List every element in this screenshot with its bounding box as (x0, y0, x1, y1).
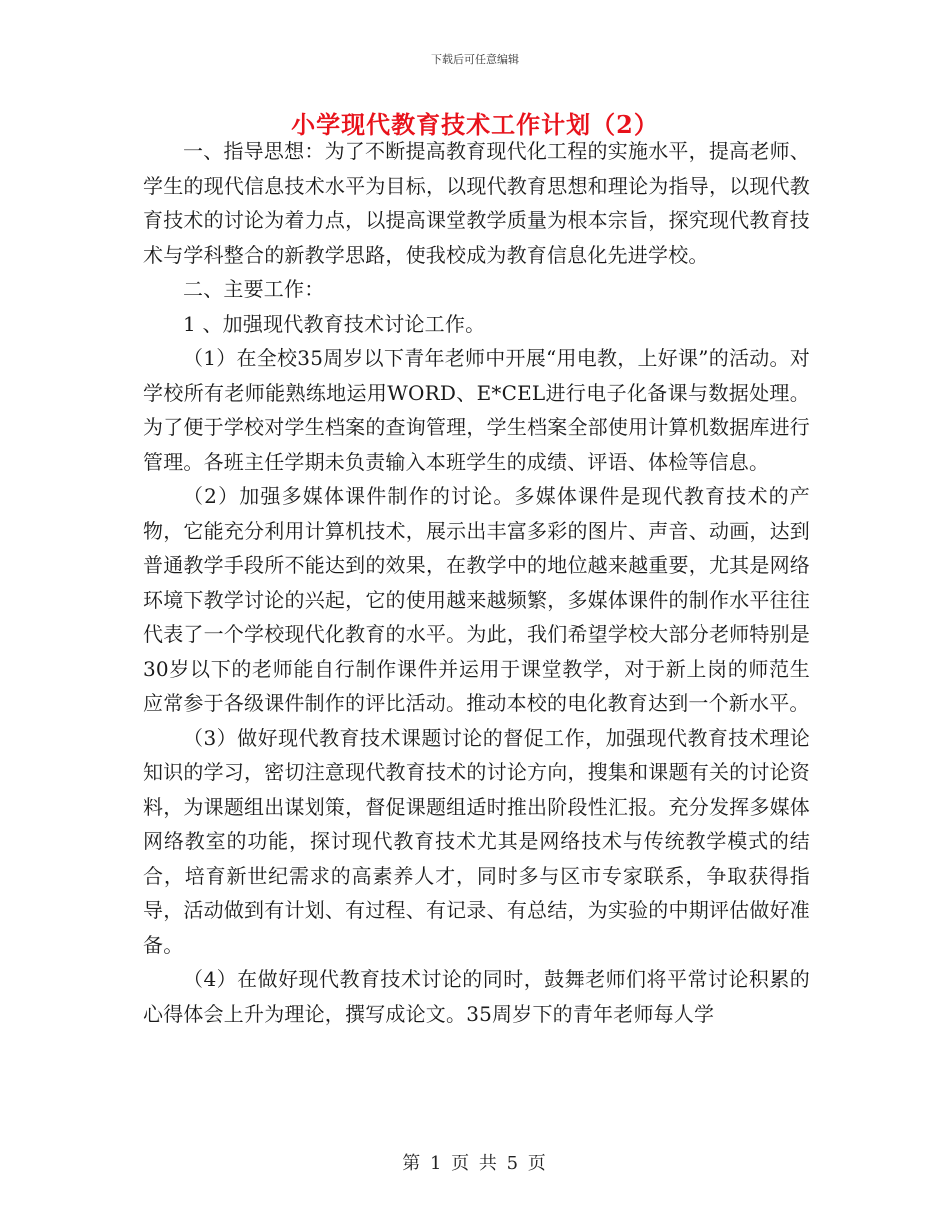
paragraph-main-work-heading: 二、主要工作： (183, 277, 325, 301)
page-number: 第 1 页 共 5 页 (402, 1153, 548, 1174)
page-header-note: 下载后可任意编辑 (431, 53, 519, 66)
document-body (143, 134, 810, 1031)
paragraph-item-1-3: （3）做好现代教育技术课题讨论的督促工作，加强现代教育技术理论知识的学习，密切注意现代教育技术的讨论方向，搜集和课题有关的讨论资料，为课题组出谋划策，督促课题组适时推出阶段性汇报。充分发挥多媒体网络教室的功能，探讨现代教育技术尤其是网络技术与传统教学模式的结合，培育新世纪需求的高素养人才，同时多与区市专家联系，争取获得指导，活动做到有计划、有过程、有记录、有总结，为实验的中期评估做好准备。 (143, 725, 810, 957)
paragraph-item-1-1: （1）在全校35周岁以下青年老师中开展“用电教，上好课”的活动。对学校所有老师能熟练地运用WORD、E*CEL进行电子化备课与数据处理。为了便于学校对学生档案的查询管理，学生档案全部使用计算机数据库进行管理。各班主任学期未负责输入本班学生的成绩、评语、体检等信息。 (143, 346, 810, 474)
document-title: 小学现代教育技术工作计划（2） (291, 110, 659, 139)
paragraph-guiding-thought: 一、指导思想：为了不断提高教育现代化工程的实施水平，提高老师、学生的现代信息技术水平为目标，以现代教育思想和理论为指导，以现代教育技术的讨论为着力点，以提高课堂教学质量为根本宗旨，探究现代教育技术与学科整合的新教学思路，使我校成为教育信息化先进学校。 (143, 139, 810, 267)
paragraph-item-1-4: （4）在做好现代教育技术讨论的同时，鼓舞老师们将平常讨论积累的心得体会上升为理论，撰写成论文。35周岁下的青年老师每人学 (143, 967, 810, 1026)
paragraph-item-1-2: （2）加强多媒体课件制作的讨论。多媒体课件是现代教育技术的产物，它能充分利用计算机技术，展示出丰富多彩的图片、声音、动画，达到普通教学手段所不能达到的效果，在教学中的地位越来越重要，尤其是网络环境下教学讨论的兴起，它的使用越来越频繁，多媒体课件的制作水平往往代表了一个学校现代化教育的水平。为此，我们希望学校大部分老师特别是30岁以下的老师能自行制作课件并运用于课堂教学，对于新上岗的师范生应常参于各级课件制作的评比活动。推动本校的电化教育达到一个新水平。 (143, 484, 810, 715)
paragraph-item-1-heading: 1 、加强现代教育技术讨论工作。 (183, 311, 486, 336)
